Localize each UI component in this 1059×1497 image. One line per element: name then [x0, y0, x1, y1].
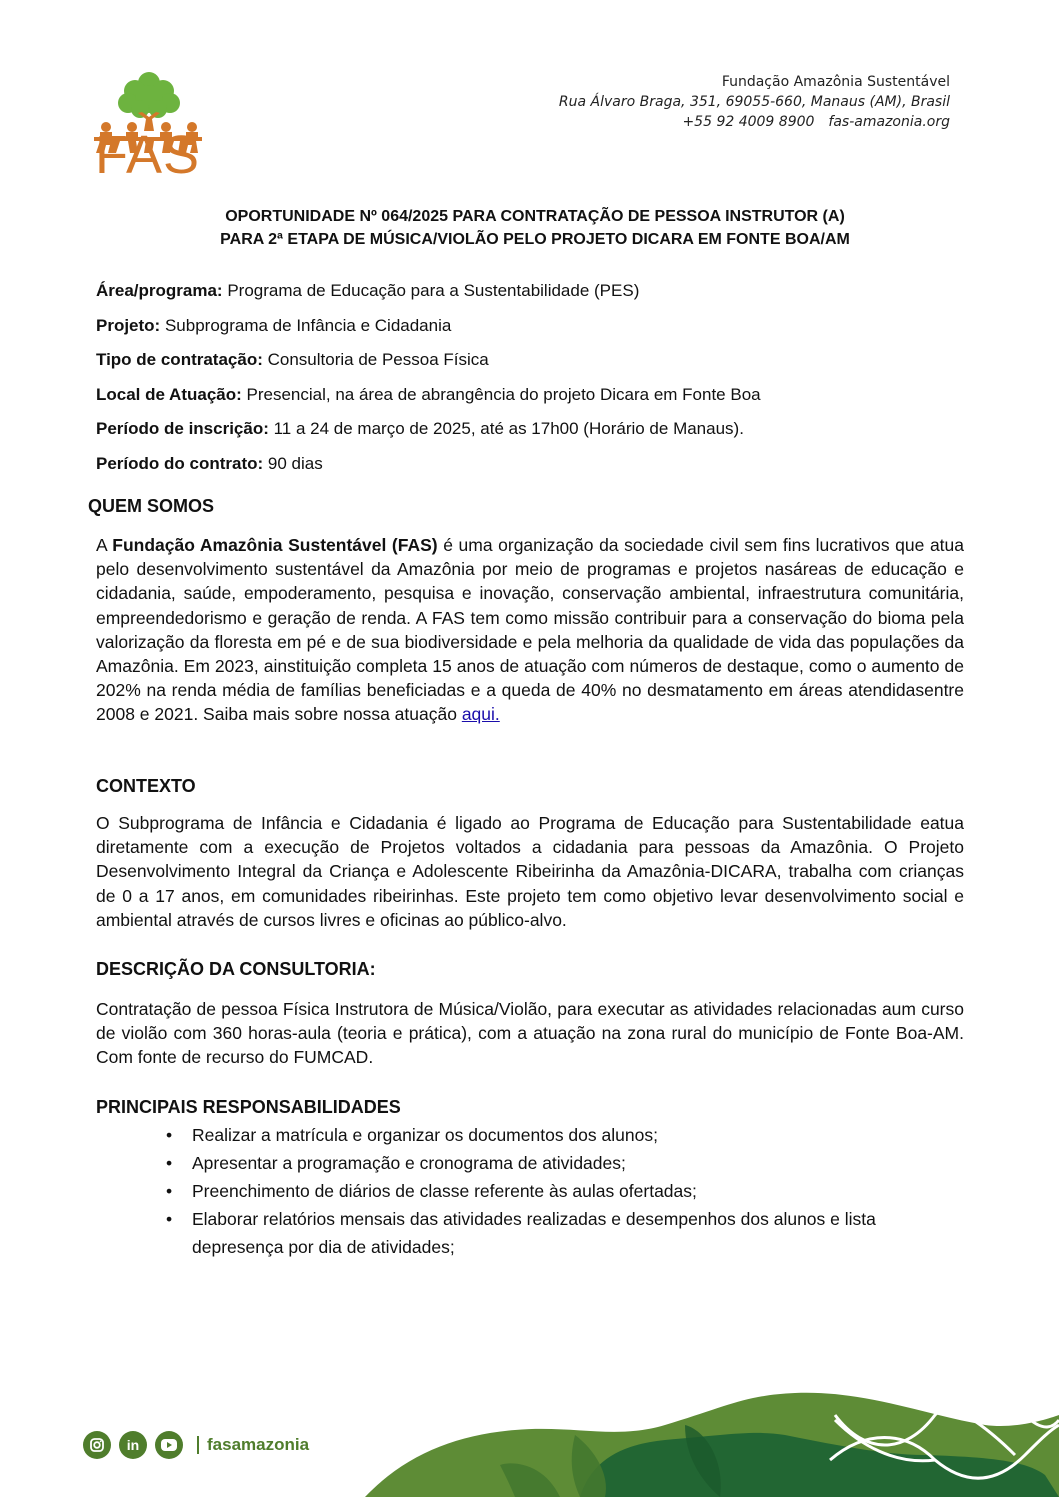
field-label: Área/programa: — [96, 281, 223, 300]
field-value: 11 a 24 de março de 2025, até as 17h00 (Horário de Manaus). — [268, 419, 744, 438]
bullet-icon: • — [166, 1153, 173, 1173]
field-label: Local de Atuação: — [96, 384, 242, 404]
footer-social — [83, 1431, 309, 1459]
field-value: Subprograma de Infância e Cidadania — [160, 315, 452, 335]
responsibilities-list — [158, 1121, 958, 1261]
instagram-icon[interactable] — [83, 1431, 111, 1459]
list-item-text: Realizar a matrícula e organizar os documentos dos alunos; — [192, 1125, 658, 1145]
field-periodo-contrato — [96, 451, 976, 486]
field-area — [96, 278, 976, 313]
field-tipo-contratacao — [96, 347, 976, 382]
field-label: Projeto: — [96, 315, 161, 335]
footer-wave-decoration-icon — [365, 1385, 1059, 1497]
title-line-2: PARA 2ª ETAPA DE MÚSICA/VIOLÃO PELO PROJETO DICARA EM FONTE BOA/AM — [220, 231, 850, 248]
heading-quem-somos: QUEM SOMOS — [88, 496, 215, 516]
text: A — [96, 535, 113, 555]
field-label: Período do contrato: — [96, 453, 264, 473]
job-fields — [96, 278, 976, 485]
field-projeto — [96, 313, 976, 348]
linkedin-icon[interactable]: in — [119, 1431, 147, 1459]
bullet-icon: • — [166, 1125, 173, 1145]
text: é uma organização da sociedade civil sem fins lucrativos que atua pelo desenvolvimento sustentável da Amazônia por meio de programas e projetos nasáreas de educação e cidadania, saúde, empoderamento, pesquisa e inovação, conservação ambiental, infraestrutura comunitária, empreendedorismo e geração de renda. A FAS tem como missão contribuir para a conservação do bioma pela valorização da floresta em pé e de sua biodiversidade e pela melhoria da qualidade de vida das populações da Amazônia. Em 2023, ainstituição completa 15 anos de atuação com números de destaque, como o aumento de 202% na renda média de famílias beneficiadas e a queda de 40% no desmatamento em áreas atendidasentre 2008 e 2021. Saiba mais sobre nossa atuação — [96, 535, 965, 725]
bullet-icon: • — [166, 1209, 173, 1229]
paragraph-descricao: Contratação de pessoa Física Instrutora de Música/Violão, para executar as atividades relacionadas aum curso de violão com 360 horas-aula (teoria e prática), com a atuação na zona rural do município de Fonte Boa-AM. Com fonte de recurso do FUMCAD. — [96, 999, 964, 1068]
social-handle[interactable]: fasamazonia — [207, 1435, 310, 1454]
list-item-text: Apresentar a programação e cronograma de atividades; — [192, 1153, 626, 1173]
field-label: Tipo de contratação: — [96, 350, 263, 369]
heading-responsabilidades: PRINCIPAIS RESPONSABILIDADES — [96, 1097, 401, 1117]
document-title — [120, 205, 950, 251]
paragraph-contexto: O Subprograma de Infância e Cidadania é ligado ao Programa de Educação para Sustentabilidade eatua diretamente com a execução de Projetos voltados a cidadania para pessoas da Amazônia. O Projeto Desenvolvimento Integral da Criança e Adolescente Ribeirinha da Amazônia-DICARA, trabalha com crianças de 0 a 17 anos, em comunidades ribeirinhas. Este projeto tem como objetivo levar desenvolvimento social e ambiental através de cursos livres e oficinas ao público-alvo. — [96, 813, 964, 930]
heading-descricao: DESCRIÇÃO DA CONSULTORIA: — [96, 959, 376, 979]
heading-contexto: CONTEXTO — [96, 776, 196, 796]
org-phone: +55 92 4009 8900 — [682, 114, 815, 130]
field-value: 90 dias — [263, 453, 323, 473]
org-address: Rua Álvaro Braga, 351, 69055-660, Manaus (AM), Brasil — [558, 94, 950, 110]
logo-text: FAS — [95, 125, 201, 185]
list-item — [158, 1149, 958, 1177]
title-line-1: OPORTUNIDADE Nº 064/2025 PARA CONTRATAÇÃO DE PESSOA INSTRUTOR (A) — [225, 208, 845, 225]
field-value: Consultoria de Pessoa Física — [262, 350, 489, 369]
paragraph-quem-somos — [96, 533, 964, 727]
field-periodo-inscricao — [96, 416, 976, 451]
field-label: Período de inscrição: — [96, 419, 269, 438]
bullet-icon: • — [166, 1181, 173, 1201]
list-item — [158, 1177, 958, 1205]
saiba-mais-link[interactable]: aqui. — [461, 704, 500, 725]
org-website[interactable]: fas-amazonia.org — [828, 114, 950, 130]
org-contact — [559, 112, 950, 132]
field-local — [96, 382, 976, 417]
list-item-text: Elaborar relatórios mensais das atividades realizadas e desempenhos dos alunos e lista depresença por dia de atividades; — [192, 1209, 876, 1257]
youtube-icon[interactable] — [155, 1431, 183, 1459]
letterhead — [559, 72, 950, 132]
field-value: Presencial, na área de abrangência do projeto Dicara em Fonte Boa — [241, 384, 761, 404]
org-name: Fundação Amazônia Sustentável — [721, 74, 950, 90]
list-item — [158, 1121, 958, 1149]
list-item-text: Preenchimento de diários de classe referente às aulas ofertadas; — [192, 1181, 697, 1201]
list-item — [158, 1205, 958, 1261]
field-value: Programa de Educação para a Sustentabilidade (PES) — [222, 281, 640, 300]
org-name-bold: Fundação Amazônia Sustentável (FAS) — [112, 535, 438, 555]
divider — [197, 1436, 199, 1454]
